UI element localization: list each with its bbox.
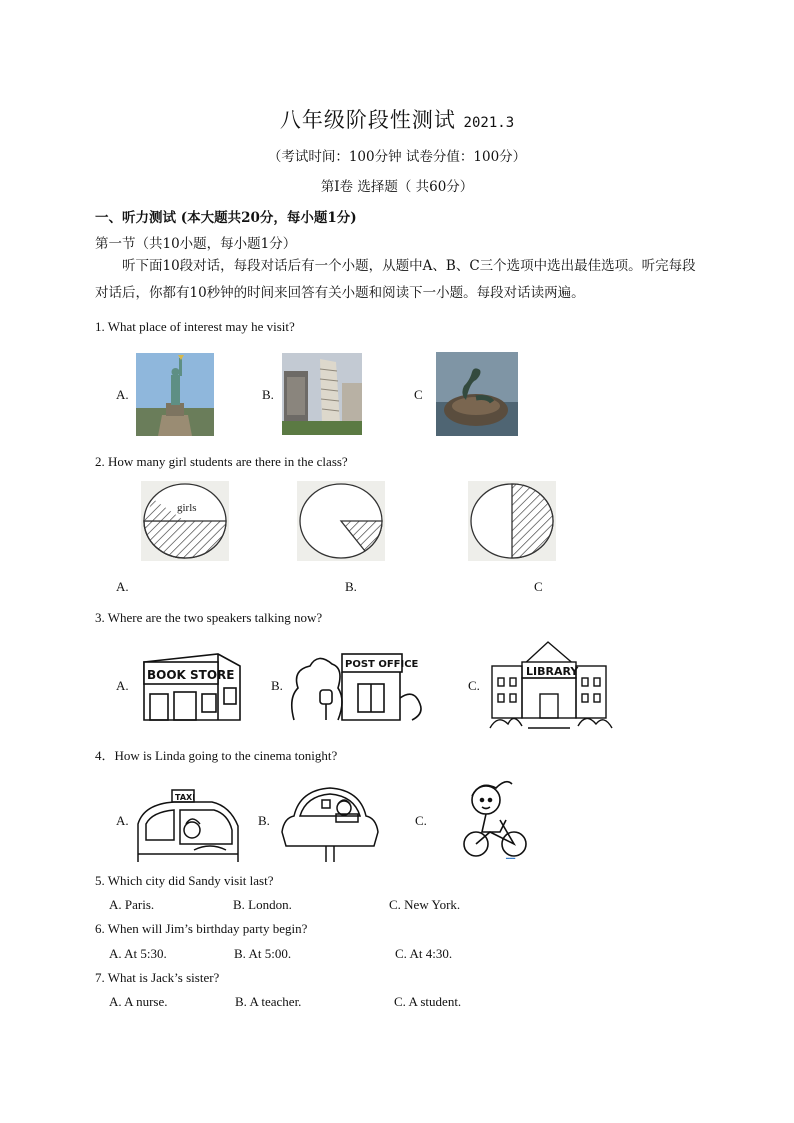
question-1: 1. What place of interest may he visit? <box>95 319 295 334</box>
q3-option-c-label: C. <box>468 678 480 693</box>
bicycle-girl-image <box>456 776 532 860</box>
q5-option-b: B. London. <box>233 897 292 912</box>
q2-option-a-label: A. <box>116 579 129 594</box>
taxi-sign: TAXI <box>175 793 196 802</box>
q3-option-b-label: B. <box>271 678 283 693</box>
question-2: 2. How many girl students are there in the class? <box>95 454 348 469</box>
q2-option-b-label: B. <box>345 579 357 594</box>
section-heading: 一、听力测试 (本大题共20分，每小题1分) <box>95 210 357 226</box>
pie-label-girls: girls <box>177 502 197 514</box>
little-mermaid-image <box>436 352 518 436</box>
q5-option-a: A. Paris. <box>109 897 155 912</box>
q6-option-b: B. At 5:00. <box>234 946 292 961</box>
q4-option-b-label: B. <box>258 813 270 828</box>
library-image <box>488 636 616 732</box>
bookstore-image <box>138 648 244 724</box>
q3-option-a-label: A. <box>116 678 129 693</box>
pie-chart-a <box>141 481 229 561</box>
post-office-image <box>288 648 424 724</box>
title-text: 八年级阶段性测试 <box>279 108 456 132</box>
question-6: 6. When will Jim’s birthday party begin? <box>95 921 308 936</box>
q1-option-b-label: B. <box>262 387 274 402</box>
question-4: 4．How is Linda going to the cinema tonight? <box>95 748 338 763</box>
q7-option-b: B. A teacher. <box>235 994 302 1009</box>
q7-option-c: C. A student. <box>394 994 462 1009</box>
q1-option-a-label: A. <box>116 387 129 402</box>
q6-option-c: C. At 4:30. <box>395 946 453 961</box>
post-office-sign: POST OFFICE <box>345 659 419 670</box>
car-image <box>278 782 382 866</box>
question-7: 7. What is Jack’s sister? <box>95 970 220 985</box>
pie-chart-c <box>468 481 556 561</box>
taxi-image <box>134 784 242 866</box>
q2-option-c-label: C <box>534 579 543 594</box>
q1-option-c-label: C <box>414 387 423 402</box>
exam-info: （考试时间：100分钟 试卷分值：100分） <box>267 149 527 165</box>
q4-option-c-label: C. <box>415 813 427 828</box>
svg-text:▂▂▂: ▂▂▂ <box>506 854 516 859</box>
q4-option-a-label: A. <box>116 813 129 828</box>
statue-of-liberty-image <box>136 353 214 436</box>
volume-heading: 第Ⅰ卷 选择题（ 共60分） <box>320 179 474 195</box>
leaning-tower-image <box>282 353 362 435</box>
instructions: 听下面10段对话，每段对话后有一个小题，从题中A、B、C三个选项中选出最佳选项。听完每段对话后，你都有10秒钟的时间来回答有关小题和阅读下一小题。每段对话读两遍。 <box>95 258 696 301</box>
q5-option-c: C. New York. <box>389 897 461 912</box>
page-title <box>0 104 794 134</box>
q6-option-a: A. At 5:30. <box>109 946 167 961</box>
bookstore-sign: BOOK STORE <box>147 668 235 682</box>
q7-option-a: A. A nurse. <box>109 994 168 1009</box>
library-sign: LIBRARY <box>526 665 579 678</box>
question-3: 3. Where are the two speakers talking now? <box>95 610 323 625</box>
pie-chart-b <box>297 481 385 561</box>
title-year: 2021.3 <box>463 115 515 131</box>
part-heading: 第一节（共10小题，每小题1分） <box>95 236 297 252</box>
question-5: 5. Which city did Sandy visit last? <box>95 873 274 888</box>
